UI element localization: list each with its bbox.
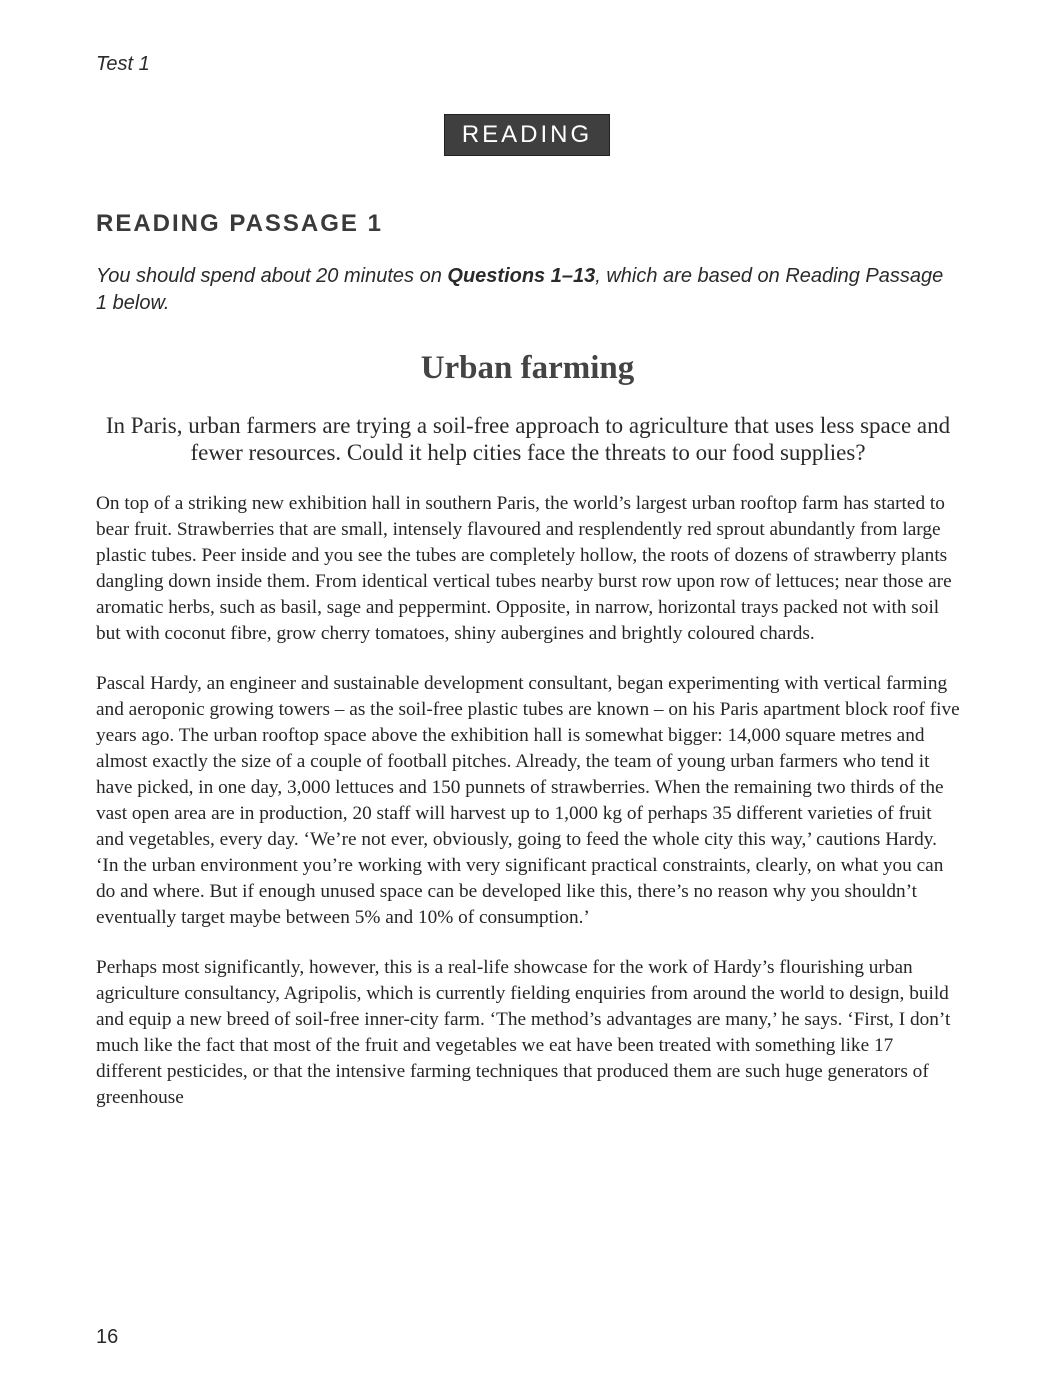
article-body xyxy=(96,491,960,1135)
section-banner xyxy=(444,114,610,156)
section-banner-label: READING xyxy=(461,121,593,148)
body-paragraph-1: On top of a striking new exhibition hall in southern Paris, the world’s largest urban rooftop farm has started to bear fruit. Strawberries that are small, intensely flavoured and resplendently red sprout abundantly from large plastic tubes. Peer inside and you see the tubes are completely hollow, the roots of dozens of strawberry plants dangling down inside them. From identical vertical tubes nearby burst row upon row of lettuces; near those are aromatic herbs, such as basil, sage and peppermint. Opposite, in narrow, horizontal trays packed not with soil but with coconut fibre, grow cherry tomatoes, shiny aubergines and brightly coloured chards. xyxy=(96,493,952,644)
article-title: Urban farming xyxy=(420,350,635,386)
passage-heading: READING PASSAGE 1 xyxy=(96,210,383,237)
instructions-text-start: You should spend about 20 minutes on xyxy=(96,265,448,287)
instructions xyxy=(96,263,956,317)
body-paragraph-2: Pascal Hardy, an engineer and sustainable development consultant, began experimenting with vertical farming and aeroponic growing towers – as the soil-free plastic tubes are known – on his Paris apartment block roof five years ago. The urban rooftop space above the exhibition hall is somewhat bigger: 14,000 square metres and almost exactly the size of a couple of football pitches. Already, the team of young urban farmers who tend it have picked, in one day, 3,000 lettuces and 150 punnets of strawberries. When the remaining two thirds of the vast open area are in production, 20 staff will harvest up to 1,000 kg of perhaps 35 different varieties of fruit and vegetables, every day. ‘We’re not ever, obviously, going to feed the whole city this way,’ cautions Hardy. ‘In the urban environment you’re working with very significant practical constraints, clearly, on what you can do and where. But if enough unused space can be developed like this, there’s no reason why you shouldn’t eventually target maybe between 5% and 10% of consumption.’ xyxy=(96,673,960,928)
article-standfirst: In Paris, urban farmers are trying a soil-free approach to agriculture that uses less space and fewer resources. Could it help cities face the threats to our food supplies? xyxy=(105,413,951,465)
instructions-questions: Questions 1–13 xyxy=(447,265,596,287)
body-paragraph-3: Perhaps most significantly, however, this is a real-life showcase for the work of Hardy’s flourishing urban agriculture consultancy, Agripolis, which is currently fielding enquiries from around the world to design, build and equip a new breed of soil-free inner-city farm. ‘The method’s advantages are many,’ he says. ‘First, I don’t much like the fact that most of the fruit and vegetables we eat have been treated with something like 17 different pesticides, or that the intensive farming techniques that produced them are such huge generators of greenhouse xyxy=(96,957,951,1108)
instructions-text-end: , which are based on Reading Passage 1 below. xyxy=(96,265,944,314)
page-number: 16 xyxy=(96,1326,119,1348)
test-label: Test 1 xyxy=(96,53,150,75)
